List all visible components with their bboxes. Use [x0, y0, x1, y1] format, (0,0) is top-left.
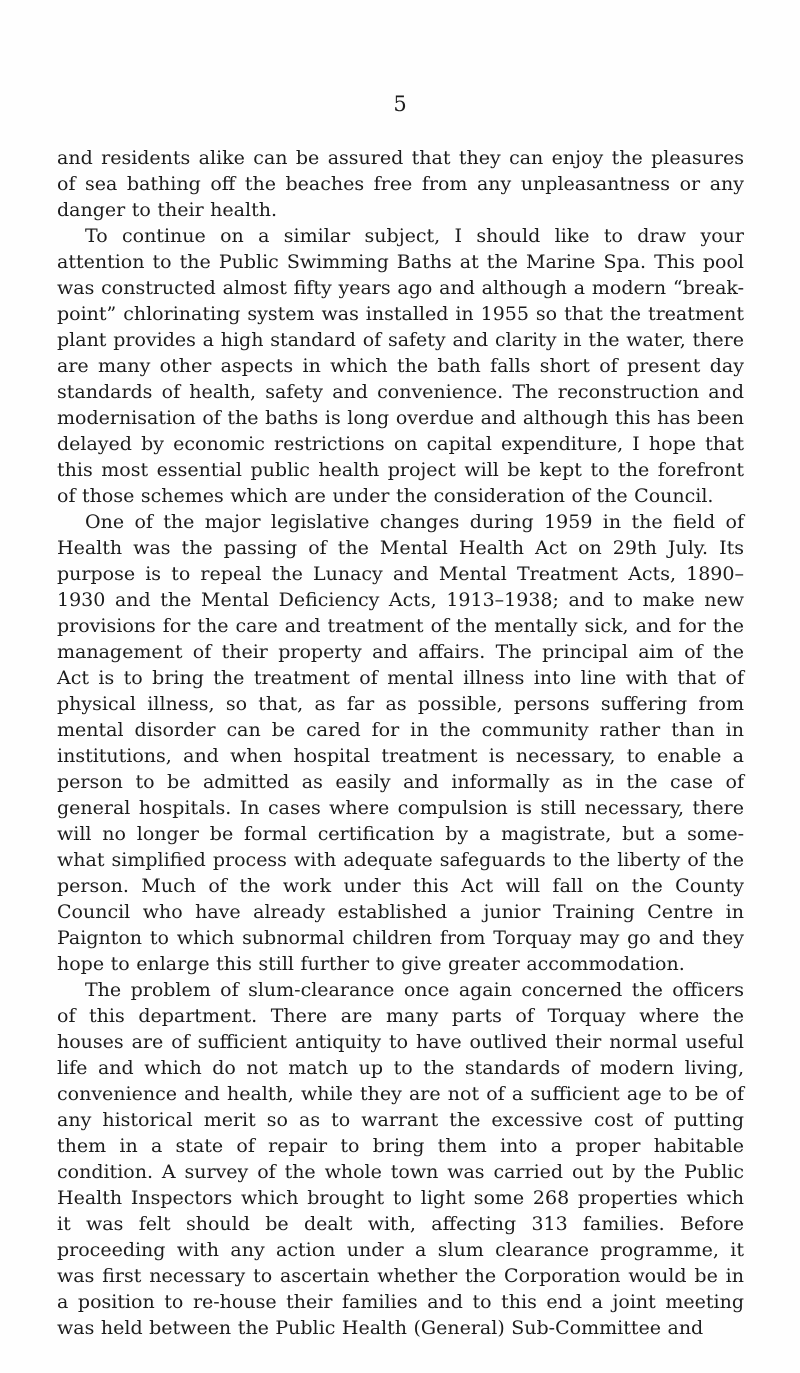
paragraph-slum-clearance: The problem of slum-clearance once again concerned the officers of this department. There are many parts of Torquay where the houses are of sufficient antiquity to have outlived their normal useful life and which do not match up to the standards of modern living, convenience and health, while they are not of a sufficient age to be of any historical merit so as to warrant the excessive cost of putting them in a state of repair to bring them into a proper habitable condition. A survey of the whole town was carried out by the Public Health Inspectors which brought to light some 268 properties which it was felt should be dealt with, affecting 313 families. Before proceeding with any action under a slum clearance programme, it was first necessary to ascertain whether the Corporation would be in a position to re-house their families and to this end a joint meeting was held between the Public Health (General) Sub-Committee and — [57, 979, 744, 1339]
body-text — [57, 145, 744, 1341]
paragraph-swimming-baths: To continue on a similar subject, I should like to draw your attention to the Public Swimming Baths at the Marine Spa. This pool was constructed almost fifty years ago and although a modern “break-point” chlorinating system was installed in 1955 so that the treatment plant provides a high standard of safety and clarity in the water, there are many other aspects in which the bath falls short of present day standards of health, safety and convenience. The reconstruction and modernisation of the baths is long overdue and although this has been delayed by economic restrictions on capital expenditure, I hope that this most essential public health project will be kept to the forefront of those schemes which are under the consideration of the Council. — [57, 225, 744, 507]
page-number: 5 — [393, 92, 407, 116]
paragraph-sea-bathing: and residents alike can be assured that they can enjoy the pleasures of sea bathing off the beaches free from any unpleasantness or any danger to their health. — [57, 147, 744, 221]
paragraph-mental-health-act: One of the major legislative changes during 1959 in the field of Health was the passing of the Mental Health Act on 29th July. Its purpose is to repeal the Lunacy and Mental Treatment Acts, 1890–1930 and the Mental Deficiency Acts, 1913–1938; and to make new provisions for the care and treatment of the mentally sick, and for the management of their property and affairs. The principal aim of the Act is to bring the treatment of mental illness into line with that of physical illness, so that, as far as possible, persons suffering from mental disorder can be cared for in the community rather than in institutions, and when hospital treatment is necessary, to enable a person to be admitted as easily and informally as in the case of general hospitals. In cases where compulsion is still necessary, there will no longer be formal certification by a magistrate, but a some-what simplified process with adequate safeguards to the liberty of the person. Much of the work under this Act will fall on the County Council who have already established a junior Training Centre in Paignton to which subnormal children from Torquay may go and they hope to enlarge this still further to give greater accommodation. — [57, 511, 744, 975]
